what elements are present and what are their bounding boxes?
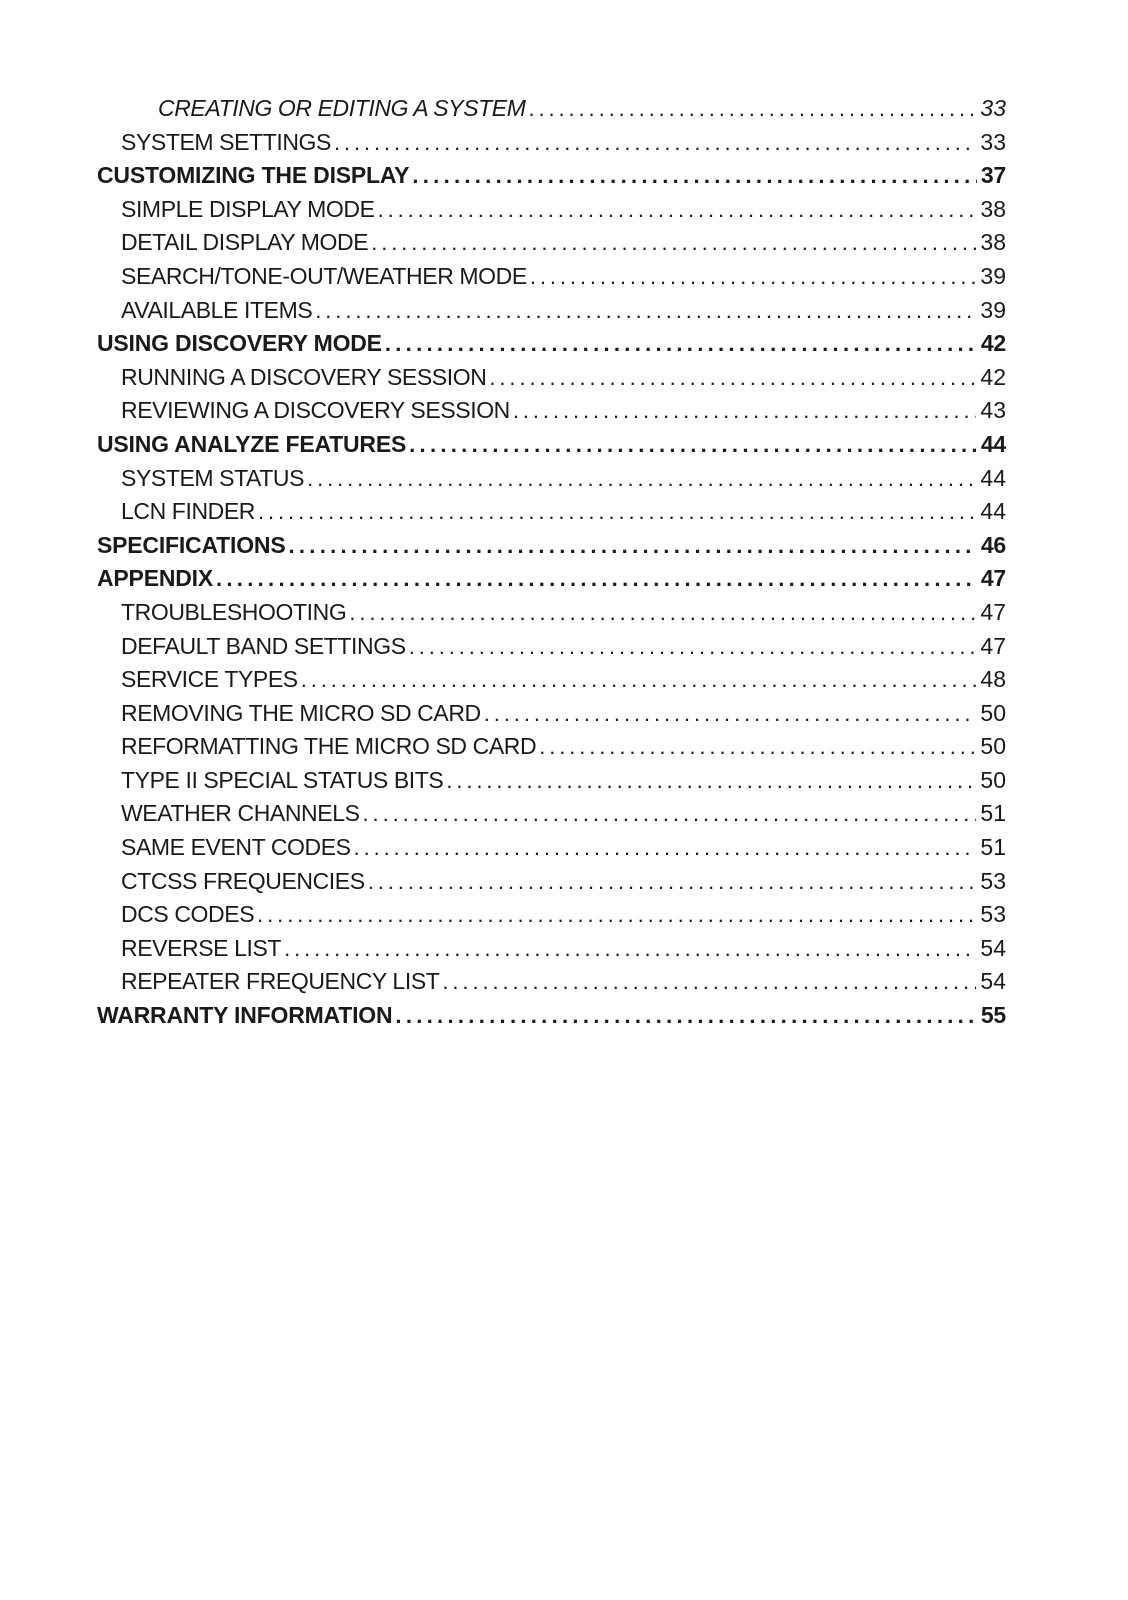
toc-entry-level-1[interactable] [97,327,1006,361]
toc-entry-level-1[interactable] [97,562,1006,596]
toc-entry-page-number: 39 [980,296,1006,323]
toc-entry-title: APPENDIX [97,565,213,592]
toc-entry-title: REMOVING THE MICRO SD CARD [121,699,481,726]
toc-entry-level-2[interactable] [97,294,1006,328]
toc-entry-page-number: 43 [980,397,1006,424]
toc-entry-page-number: 53 [980,901,1006,928]
toc-entry-page-number: 44 [980,498,1006,525]
toc-entry-title: USING DISCOVERY MODE [97,330,382,357]
toc-entry-level-2[interactable] [97,898,1006,932]
toc-dot-leader [334,126,976,160]
toc-entry-title: CTCSS FREQUENCIES [121,867,365,894]
toc-entry-page-number: 33 [980,95,1006,121]
toc-entry-level-2[interactable] [97,764,1006,798]
toc-entry-level-2[interactable] [97,663,1006,697]
toc-entry-page-number: 47 [980,632,1006,659]
toc-entry-level-2[interactable] [97,260,1006,294]
toc-entry-title: CUSTOMIZING THE DISPLAY [97,162,410,189]
toc-entry-page-number: 50 [980,733,1006,760]
toc-dot-leader [315,294,976,328]
toc-dot-leader [385,327,977,361]
toc-entry-page-number: 53 [980,867,1006,894]
toc-dot-leader [530,260,977,294]
toc-entry-level-3[interactable] [97,92,1006,126]
toc-entry-title: SERVICE TYPES [121,666,298,693]
toc-entry-level-2[interactable] [97,932,1006,966]
toc-entry-level-2[interactable] [97,730,1006,764]
toc-entry-page-number: 51 [980,834,1006,861]
toc-entry-page-number: 51 [980,800,1006,827]
toc-dot-leader [354,831,977,865]
toc-entry-page-number: 33 [980,128,1006,155]
toc-entry-level-2[interactable] [97,226,1006,260]
toc-entry-level-2[interactable] [97,797,1006,831]
toc-entry-title: REFORMATTING THE MICRO SD CARD [121,733,537,760]
toc-dot-leader [349,596,976,630]
toc-dot-leader [446,764,976,798]
toc-entry-title: CREATING OR EDITING A SYSTEM [158,95,526,121]
toc-entry-page-number: 50 [980,766,1006,793]
toc-entry-level-1[interactable] [97,159,1006,193]
toc-entry-title: DETAIL DISPLAY MODE [121,229,369,256]
toc-entry-level-1[interactable] [97,529,1006,563]
toc-dot-leader [442,965,976,999]
toc-entry-page-number: 44 [980,430,1006,457]
toc-entry-level-2[interactable] [97,697,1006,731]
toc-dot-leader [409,428,977,462]
toc-entry-level-1[interactable] [97,428,1006,462]
toc-entry-title: RUNNING A DISCOVERY SESSION [121,363,487,390]
toc-dot-leader [307,462,976,496]
toc-dot-leader [528,92,976,126]
toc-entry-level-2[interactable] [97,193,1006,227]
toc-entry-title: TROUBLESHOOTING [121,598,347,625]
toc-entry-level-1[interactable] [97,999,1006,1033]
toc-entry-level-2[interactable] [97,126,1006,160]
toc-dot-leader [288,529,976,563]
toc-entry-page-number: 46 [980,531,1006,558]
toc-entry-title: USING ANALYZE FEATURES [97,430,407,457]
toc-dot-leader [257,898,976,932]
toc-dot-leader [484,697,977,731]
toc-entry-title: DEFAULT BAND SETTINGS [121,632,406,659]
toc-entry-page-number: 44 [980,464,1006,491]
toc-entry-page-number: 47 [980,598,1006,625]
toc-entry-level-2[interactable] [97,630,1006,664]
toc-dot-leader [409,630,977,664]
toc-dot-leader [489,361,976,395]
toc-entry-level-2[interactable] [97,361,1006,395]
toc-entry-page-number: 50 [980,699,1006,726]
toc-dot-leader [513,394,977,428]
toc-entry-page-number: 54 [980,934,1006,961]
toc-entry-title: WARRANTY INFORMATION [97,1002,393,1029]
toc-dot-leader [378,193,977,227]
toc-entry-page-number: 48 [980,666,1006,693]
toc-entry-level-2[interactable] [97,495,1006,529]
toc-entry-title: TYPE II SPECIAL STATUS BITS [121,766,444,793]
toc-entry-page-number: 39 [980,262,1006,289]
toc-entry-title: DCS CODES [121,901,255,928]
toc-dot-leader [363,797,977,831]
toc-entry-title: REVERSE LIST [121,934,282,961]
toc-dot-leader [371,226,976,260]
toc-entry-title: SIMPLE DISPLAY MODE [121,195,375,222]
toc-entry-title: REPEATER FREQUENCY LIST [121,968,440,995]
toc-entry-level-2[interactable] [97,831,1006,865]
toc-entry-title: SYSTEM SETTINGS [121,128,331,155]
toc-entry-page-number: 38 [980,195,1006,222]
toc-entry-title: AVAILABLE ITEMS [121,296,313,323]
toc-entry-level-2[interactable] [97,865,1006,899]
toc-entry-level-2[interactable] [97,596,1006,630]
toc-entry-page-number: 42 [980,330,1006,357]
toc-dot-leader [412,159,976,193]
toc-dot-leader [258,495,976,529]
toc-entry-page-number: 47 [980,565,1006,592]
toc-entry-title: SAME EVENT CODES [121,834,351,861]
toc-dot-leader [216,562,977,596]
toc-dot-leader [395,999,976,1033]
toc-entry-page-number: 42 [980,363,1006,390]
toc-entry-level-2[interactable] [97,394,1006,428]
toc-dot-leader [368,865,977,899]
toc-entry-title: SEARCH/TONE-OUT/WEATHER MODE [121,262,527,289]
toc-entry-level-2[interactable] [97,462,1006,496]
toc-entry-level-2[interactable] [97,965,1006,999]
toc-entry-page-number: 54 [980,968,1006,995]
toc-entry-title: WEATHER CHANNELS [121,800,360,827]
toc-entry-title: SYSTEM STATUS [121,464,305,491]
toc-dot-leader [284,932,976,966]
toc-entry-page-number: 38 [980,229,1006,256]
table-of-contents [97,92,1006,1033]
toc-entry-title: REVIEWING A DISCOVERY SESSION [121,397,510,424]
toc-entry-page-number: 37 [980,162,1006,189]
toc-entry-title: LCN FINDER [121,498,256,525]
toc-dot-leader [301,663,977,697]
toc-entry-page-number: 55 [980,1002,1006,1029]
toc-dot-leader [539,730,976,764]
toc-entry-title: SPECIFICATIONS [97,531,286,558]
